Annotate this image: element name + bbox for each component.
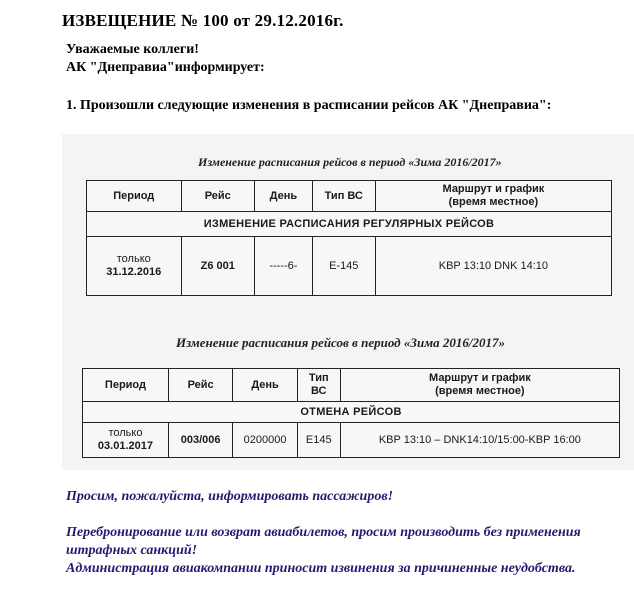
cell-period-date: 31.12.2016 [106,266,162,278]
table-row [87,237,612,296]
cell-period-prefix: только [116,253,151,266]
cell-day: 0200000 [233,423,297,458]
note-rebooking: Перебронирование или возврат авиабилетов, просим производить без применения штрафных санкций! [66,525,581,558]
greeting: Уважаемые коллеги! [66,42,199,57]
col-flight: Рейс [181,181,255,212]
col-aircraft-l2: ВС [311,385,327,397]
col-route-subtitle: (время местное) [448,196,539,208]
section-title: ОТМЕНА РЕЙСОВ [83,402,620,423]
flight-cancellation-table [82,368,620,458]
table-header-row [83,369,620,402]
cell-period-date: 03.01.2017 [97,440,153,452]
note-apology: Администрация авиакомпании приносит извинения за причиненные неудобства. [66,561,576,576]
col-aircraft: Тип ВС [312,181,375,212]
cell-route: KBP 13:10 – DNK14:10/15:00-KBP 16:00 [340,423,619,458]
col-route-subtitle: (время местное) [435,385,525,397]
col-route [375,181,611,212]
table1-caption: Изменение расписания рейсов в период «Зима 2016/2017» [198,155,502,169]
cell-aircraft: Е-145 [312,237,375,296]
col-period: Период [83,369,169,402]
informs-line: АК "Днеправиа"информирует: [66,60,265,75]
cell-flight: Z6 001 [181,237,255,296]
cell-day: -----6- [255,237,313,296]
cell-period-prefix: только [108,427,143,440]
cell-aircraft: E145 [297,423,340,458]
section-row [83,402,620,423]
table-row [83,423,620,458]
cell-period [83,423,169,458]
notice-title: ИЗВЕЩЕНИЕ № 100 от 29.12.2016г. [62,11,344,30]
cell-period [87,237,182,296]
cell-flight: 003/006 [168,423,232,458]
table2-caption: Изменение расписания рейсов в период «Зима 2016/2017» [176,335,505,350]
col-route [340,369,619,402]
schedule-change-table [86,180,612,296]
section-title: ИЗМЕНЕНИЕ РАСПИСАНИЯ РЕГУЛЯРНЫХ РЕЙСОВ [87,212,612,237]
col-day: День [233,369,297,402]
intro-line: 1. Произошли следующие изменения в расписании рейсов АК "Днеправиа": [66,98,552,113]
closing-notes [66,488,606,578]
table-header-row [87,181,612,212]
col-route-title: Маршрут и график [442,183,545,196]
col-route-title: Маршрут и график [429,372,531,385]
col-period: Период [87,181,182,212]
section-row [87,212,612,237]
greeting-block [66,41,265,77]
cell-route: KBP 13:10 DNK 14:10 [375,237,611,296]
col-aircraft-l1: Тип [308,372,329,385]
col-flight: Рейс [168,369,232,402]
note-inform-passengers: Просим, пожалуйста, информировать пассажиров! [66,489,394,504]
col-aircraft [297,369,340,402]
col-day: День [255,181,313,212]
